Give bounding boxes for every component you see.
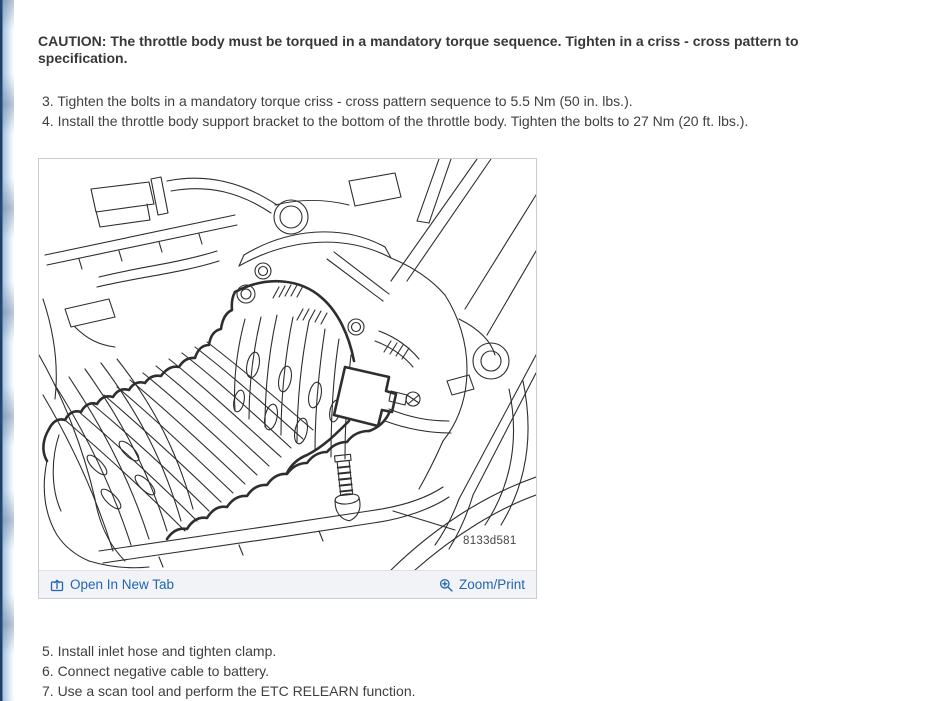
- engine-line-art: [39, 159, 536, 570]
- part-number-label: 8133d581: [463, 535, 517, 547]
- open-in-new-tab-label: Open In New Tab: [70, 577, 175, 592]
- magnifier-plus-icon: [439, 578, 453, 592]
- step-line-5: 5. Install inlet hose and tighten clamp.: [42, 643, 277, 659]
- caution-text: CAUTION: The throttle body must be torqued in a mandatory torque sequence. Tighten in a criss - cross pattern to specification.: [38, 33, 799, 66]
- steps-before-figure: [38, 91, 887, 131]
- open-in-new-tab-icon: [50, 578, 64, 592]
- zoom-print-link[interactable]: [439, 577, 525, 592]
- right-side-structure: [391, 159, 536, 525]
- left-edge-stripe: [0, 0, 14, 701]
- step-line-4: 4. Install the throttle body support bracket to the bottom of the throttle body. Tighten the bolts to 27 Nm (20 ft. lbs.).: [42, 113, 749, 129]
- diagram-image: [39, 159, 536, 570]
- step-line-7: 7. Use a scan tool and perform the ETC RELEARN function.: [42, 683, 416, 699]
- step-line-3: 3. Tighten the bolts in a mandatory torque criss - cross pattern sequence to 5.5 Nm (50 in. lbs.).: [42, 93, 633, 109]
- stud-bolt: [330, 454, 362, 522]
- leader-line: [393, 511, 455, 530]
- steps-after-figure: [38, 641, 887, 701]
- background-rails: [43, 177, 349, 399]
- diagram-toolbar: [39, 570, 536, 598]
- open-in-new-tab-link[interactable]: [50, 577, 174, 592]
- bellows-hose-ribs: [65, 342, 313, 531]
- diagram-panel: [38, 158, 537, 599]
- zoom-print-label: Zoom/Print: [458, 577, 525, 592]
- step-line-6: 6. Connect negative cable to battery.: [42, 663, 269, 679]
